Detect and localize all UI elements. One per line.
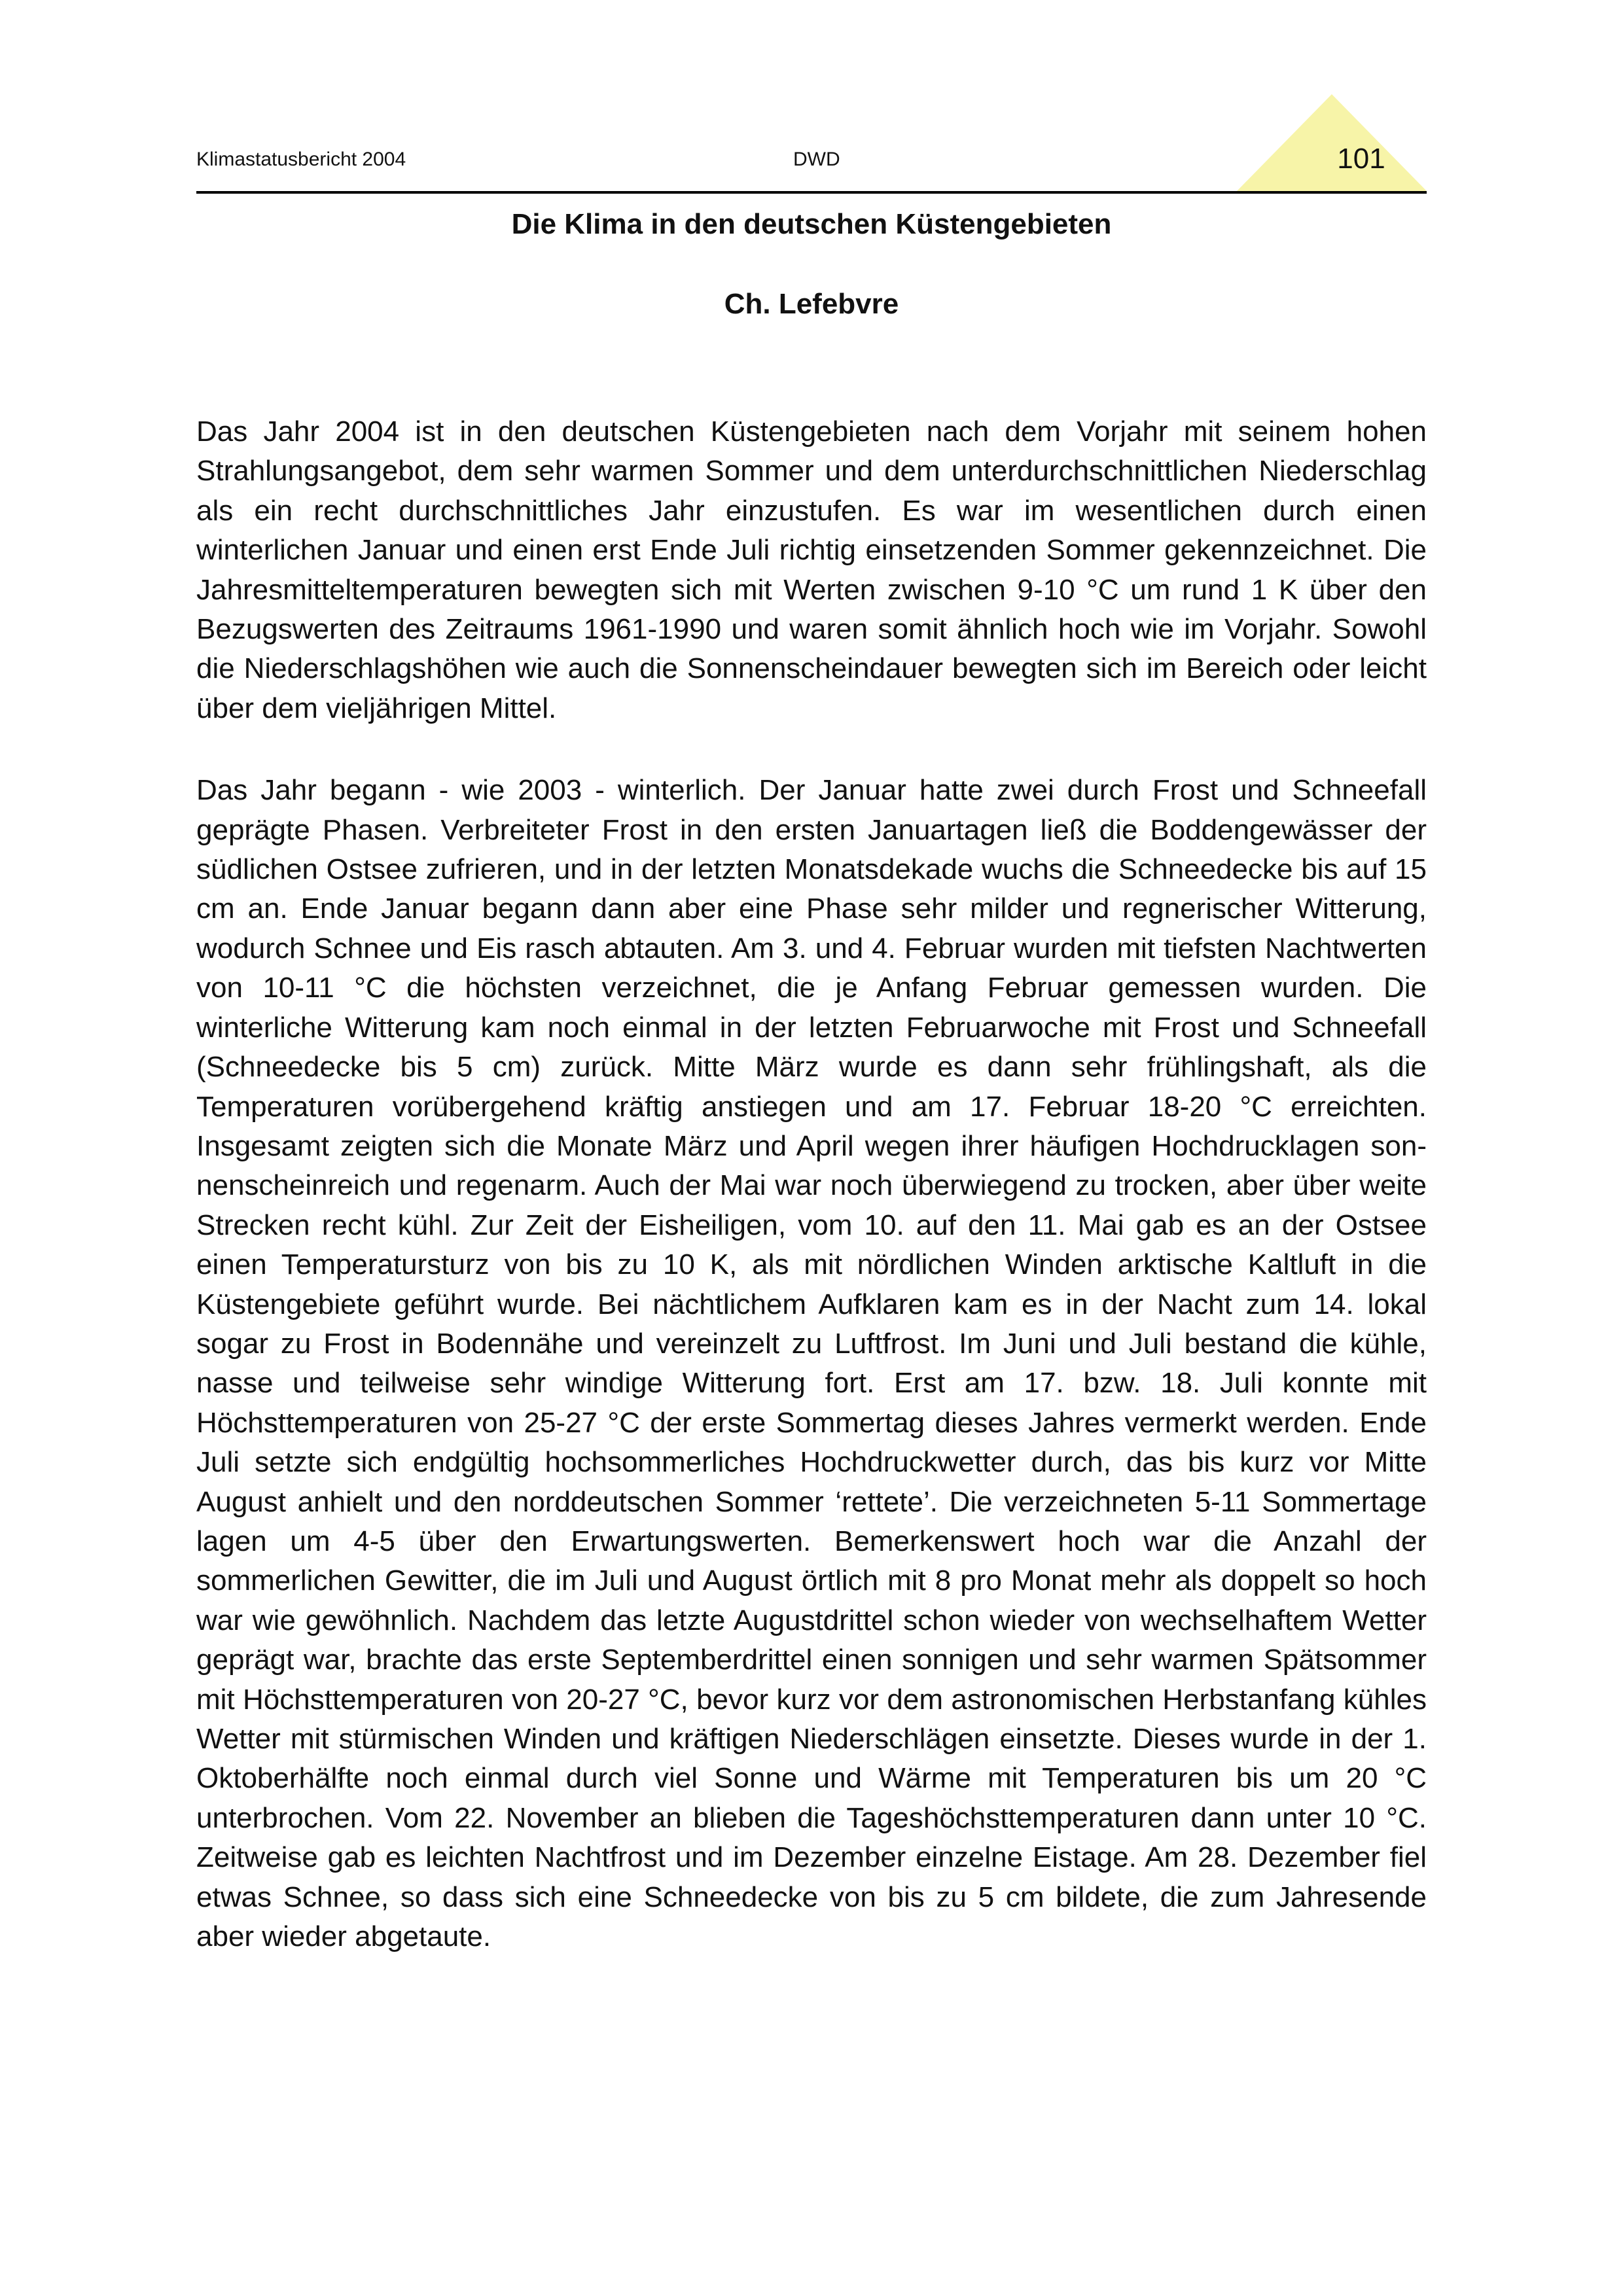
report-title: Klimastatusbericht 2004	[196, 149, 406, 170]
page-header	[196, 92, 1427, 195]
page-number: 101	[1337, 143, 1385, 175]
paragraph-intro: Das Jahr 2004 ist in den deutschen Küstengebieten nach dem Vorjahr mit seinem hohen Strahlungsangebot, dem sehr warmen Sommer und dem unterdurchschnittlichen Niederschlag als ein recht durchschnittliches Jahr einzustufen. Es war im wesentlichen durch einen winterlichen Januar und einen erst Ende Juli richtig einsetzenden Sommer gekennzeichnet. Die Jahresmitteltemperaturen bewegten sich mit Werten zwischen 9-10 °C um rund 1 K über den Bezugswerten des Zeitraums 1961-1990 und waren somit ähnlich hoch wie im Vorjahr. Sowohl die Niederschlagshöhen wie auch die Sonnenscheindauer bewegten sich im Bereich oder leicht über dem vieljährigen Mittel.	[196, 415, 1427, 724]
header-rule	[196, 191, 1427, 194]
publisher-label: DWD	[793, 149, 840, 170]
article-title: Die Klima in den deutschen Küstengebieten	[511, 208, 1112, 240]
article-author: Ch. Lefebvre	[724, 288, 899, 320]
paragraph-year-overview: Das Jahr begann - wie 2003 - winterlich. Der Januar hatte zwei durch Frost und Schneefall geprägte Phasen. Verbreiteter Frost in den ersten Januartagen ließ die Boddengewässer der südlichen Ostsee zufrieren, und in der letzten Monatsdekade wuchs die Schneedecke bis auf 15 cm an. Ende Januar begann dann aber eine Phase sehr milder und regnerischer Witterung, wodurch Schnee und Eis rasch abtauten. Am 3. und 4. Februar wurden mit tiefsten Nachtwerten von 10-11 °C die höchsten verzeichnet, die je Anfang Februar gemessen wurden. Die winterliche Witterung kam noch einmal in der letzten Februarwoche mit Frost und Schneefall (Schneedecke bis 5 cm) zurück. Mitte März wurde es dann sehr frühlingshaft, als die Temperaturen vorübergehend kräftig anstiegen und am 17. Februar 18-20 °C erreichten. Insgesamt zeigten sich die Monate März und April wegen ihrer häufigen Hochdrucklagen sonnenscheinreich und regenarm. Auch der Mai war noch überwiegend zu trocken, aber über weite Strecken recht kühl. Zur Zeit der Eisheiligen, vom 10. auf den 11. Mai gab es an der Ostsee einen Temperatursturz von bis zu 10 K, als mit nördlichen Winden arktische Kaltluft in die Küstengebiete geführt wurde. Bei nächtlichem Aufklaren kam es in der Nacht zum 14. lokal sogar zu Frost in Bodennähe und vereinzelt zu Luftfrost. Im Juni und Juli bestand die kühle, nasse und teilweise sehr windige Witterung fort. Erst am 17. bzw. 18. Juli konnte mit Höchsttemperaturen von 25-27 °C der erste Sommertag dieses Jahres vermerkt werden. Ende Juli setzte sich endgültig hochsommerliches Hochdruckwetter durch, das bis kurz vor Mitte August anhielt und den norddeutschen Sommer ‘rettete’. Die verzeichneten 5-11 Sommertage lagen um 4-5 über den Erwartungswerten. Bemerkenswert hoch war die Anzahl der sommerlichen Gewitter, die im Juli und August örtlich mit 8 pro Monat mehr als doppelt so hoch war wie gewöhnlich. Nachdem das letzte Augustdrittel schon wieder von wechselhaftem Wetter geprägt war, brachte das erste Septemberdrittel einen sonnigen und sehr warmen Spätsommer mit Höchsttemperaturen von 20-27 °C, bevor kurz vor dem astronomischen Herbstanfang kühles Wetter mit stürmischen Winden und kräftigen Niederschlägen einsetzte. Dieses wurde in der 1. Oktoberhälfte noch einmal durch viel Sonne und Wärme mit Temperaturen bis um 20 °C unterbrochen. Vom 22. November an blieben die Tageshöchsttemperaturen dann unter 10 °C. Zeitweise gab es leichten Nachtfrost und im Dezember einzelne Eistage. Am 28. Dezember fiel etwas Schnee, so dass sich eine Schneedecke von bis zu 5 cm bildete, die zum Jahresende aber wieder abgetaute.	[196, 774, 1427, 1953]
article-body	[196, 412, 1427, 1999]
